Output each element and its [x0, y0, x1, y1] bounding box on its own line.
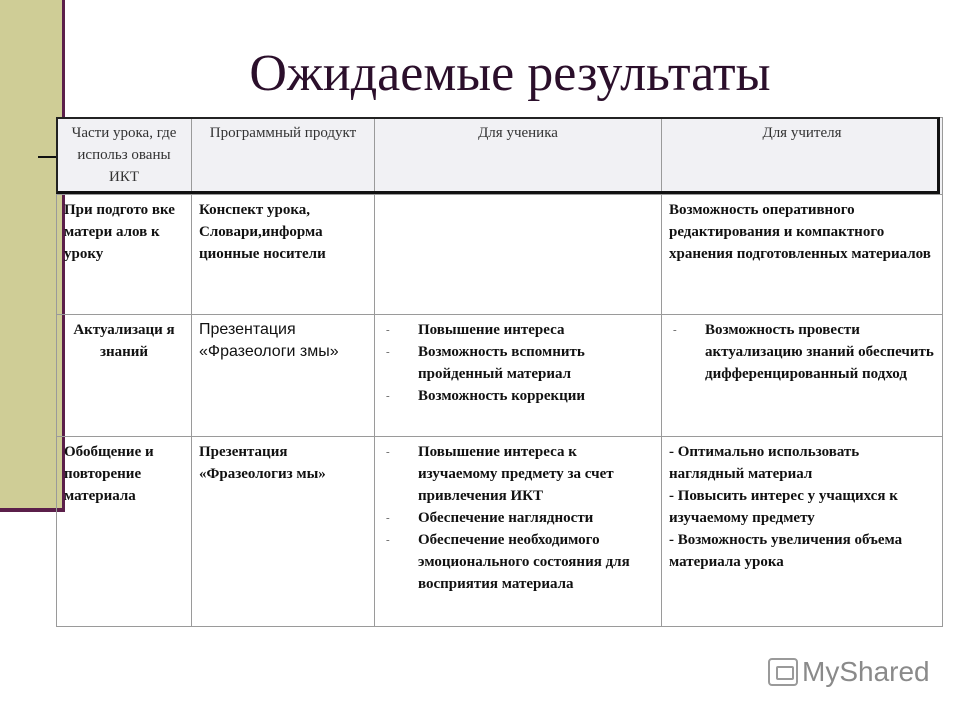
cell-student — [375, 315, 662, 437]
list-item: - Обеспечение наглядности — [382, 507, 654, 529]
watermark-text: MyShared — [802, 656, 930, 687]
cell-product: Презентация «Фразеологи змы» — [192, 315, 375, 437]
student-benefits-list — [382, 319, 654, 407]
header-software: Программный продукт — [192, 118, 375, 195]
cell-part: При подгото вке матери алов к уроку — [57, 195, 192, 315]
list-item: - Возможность коррекции — [382, 385, 654, 407]
teacher-benefits-list — [669, 319, 935, 385]
table-row — [57, 315, 943, 437]
cell-student — [375, 195, 662, 315]
teacher-line: - Повысить интерес у учащихся к изучаемому предмету — [669, 488, 898, 526]
list-item: - Возможность вспомнить пройденный материал — [382, 341, 654, 385]
teacher-line: - Оптимально использовать наглядный материал — [669, 444, 860, 482]
cell-product: Презентация «Фразеологиз мы» — [192, 437, 375, 627]
cell-part: Актуализаци я знаний — [57, 315, 192, 437]
results-table — [56, 117, 943, 627]
header-for-teacher: Для учителя — [662, 118, 943, 195]
list-item: - Обеспечение необходимого эмоционального состояния для восприятия материала — [382, 529, 654, 595]
slide-title: Ожидаемые результаты — [249, 45, 771, 102]
cell-teacher — [662, 437, 943, 627]
cell-product: Конспект урока, Словари,информа ционные носители — [192, 195, 375, 315]
cell-part: Обобщение и повторение материала — [57, 437, 192, 627]
cell-teacher: Возможность оперативного редактирования и компактного хранения подготовленных материалов — [662, 195, 943, 315]
table-header-row — [57, 118, 943, 195]
list-item: - Повышение интереса к изучаемому предмету за счет привлечения ИКТ — [382, 441, 654, 507]
table-row — [57, 195, 943, 315]
list-item: - Возможность провести актуализацию знаний обеспечить дифференцированный подход — [669, 319, 935, 385]
teacher-line: - Возможность увеличения объема материала урока — [669, 532, 903, 570]
header-for-student: Для ученика — [375, 118, 662, 195]
cell-teacher — [662, 315, 943, 437]
cell-student — [375, 437, 662, 627]
list-item: - Повышение интереса — [382, 319, 654, 341]
header-lesson-part: Части урока, где использ ованы ИКТ — [57, 118, 192, 195]
presentation-icon — [768, 658, 798, 686]
table-row — [57, 437, 943, 627]
student-benefits-list — [382, 441, 654, 595]
watermark-logo — [768, 656, 930, 688]
